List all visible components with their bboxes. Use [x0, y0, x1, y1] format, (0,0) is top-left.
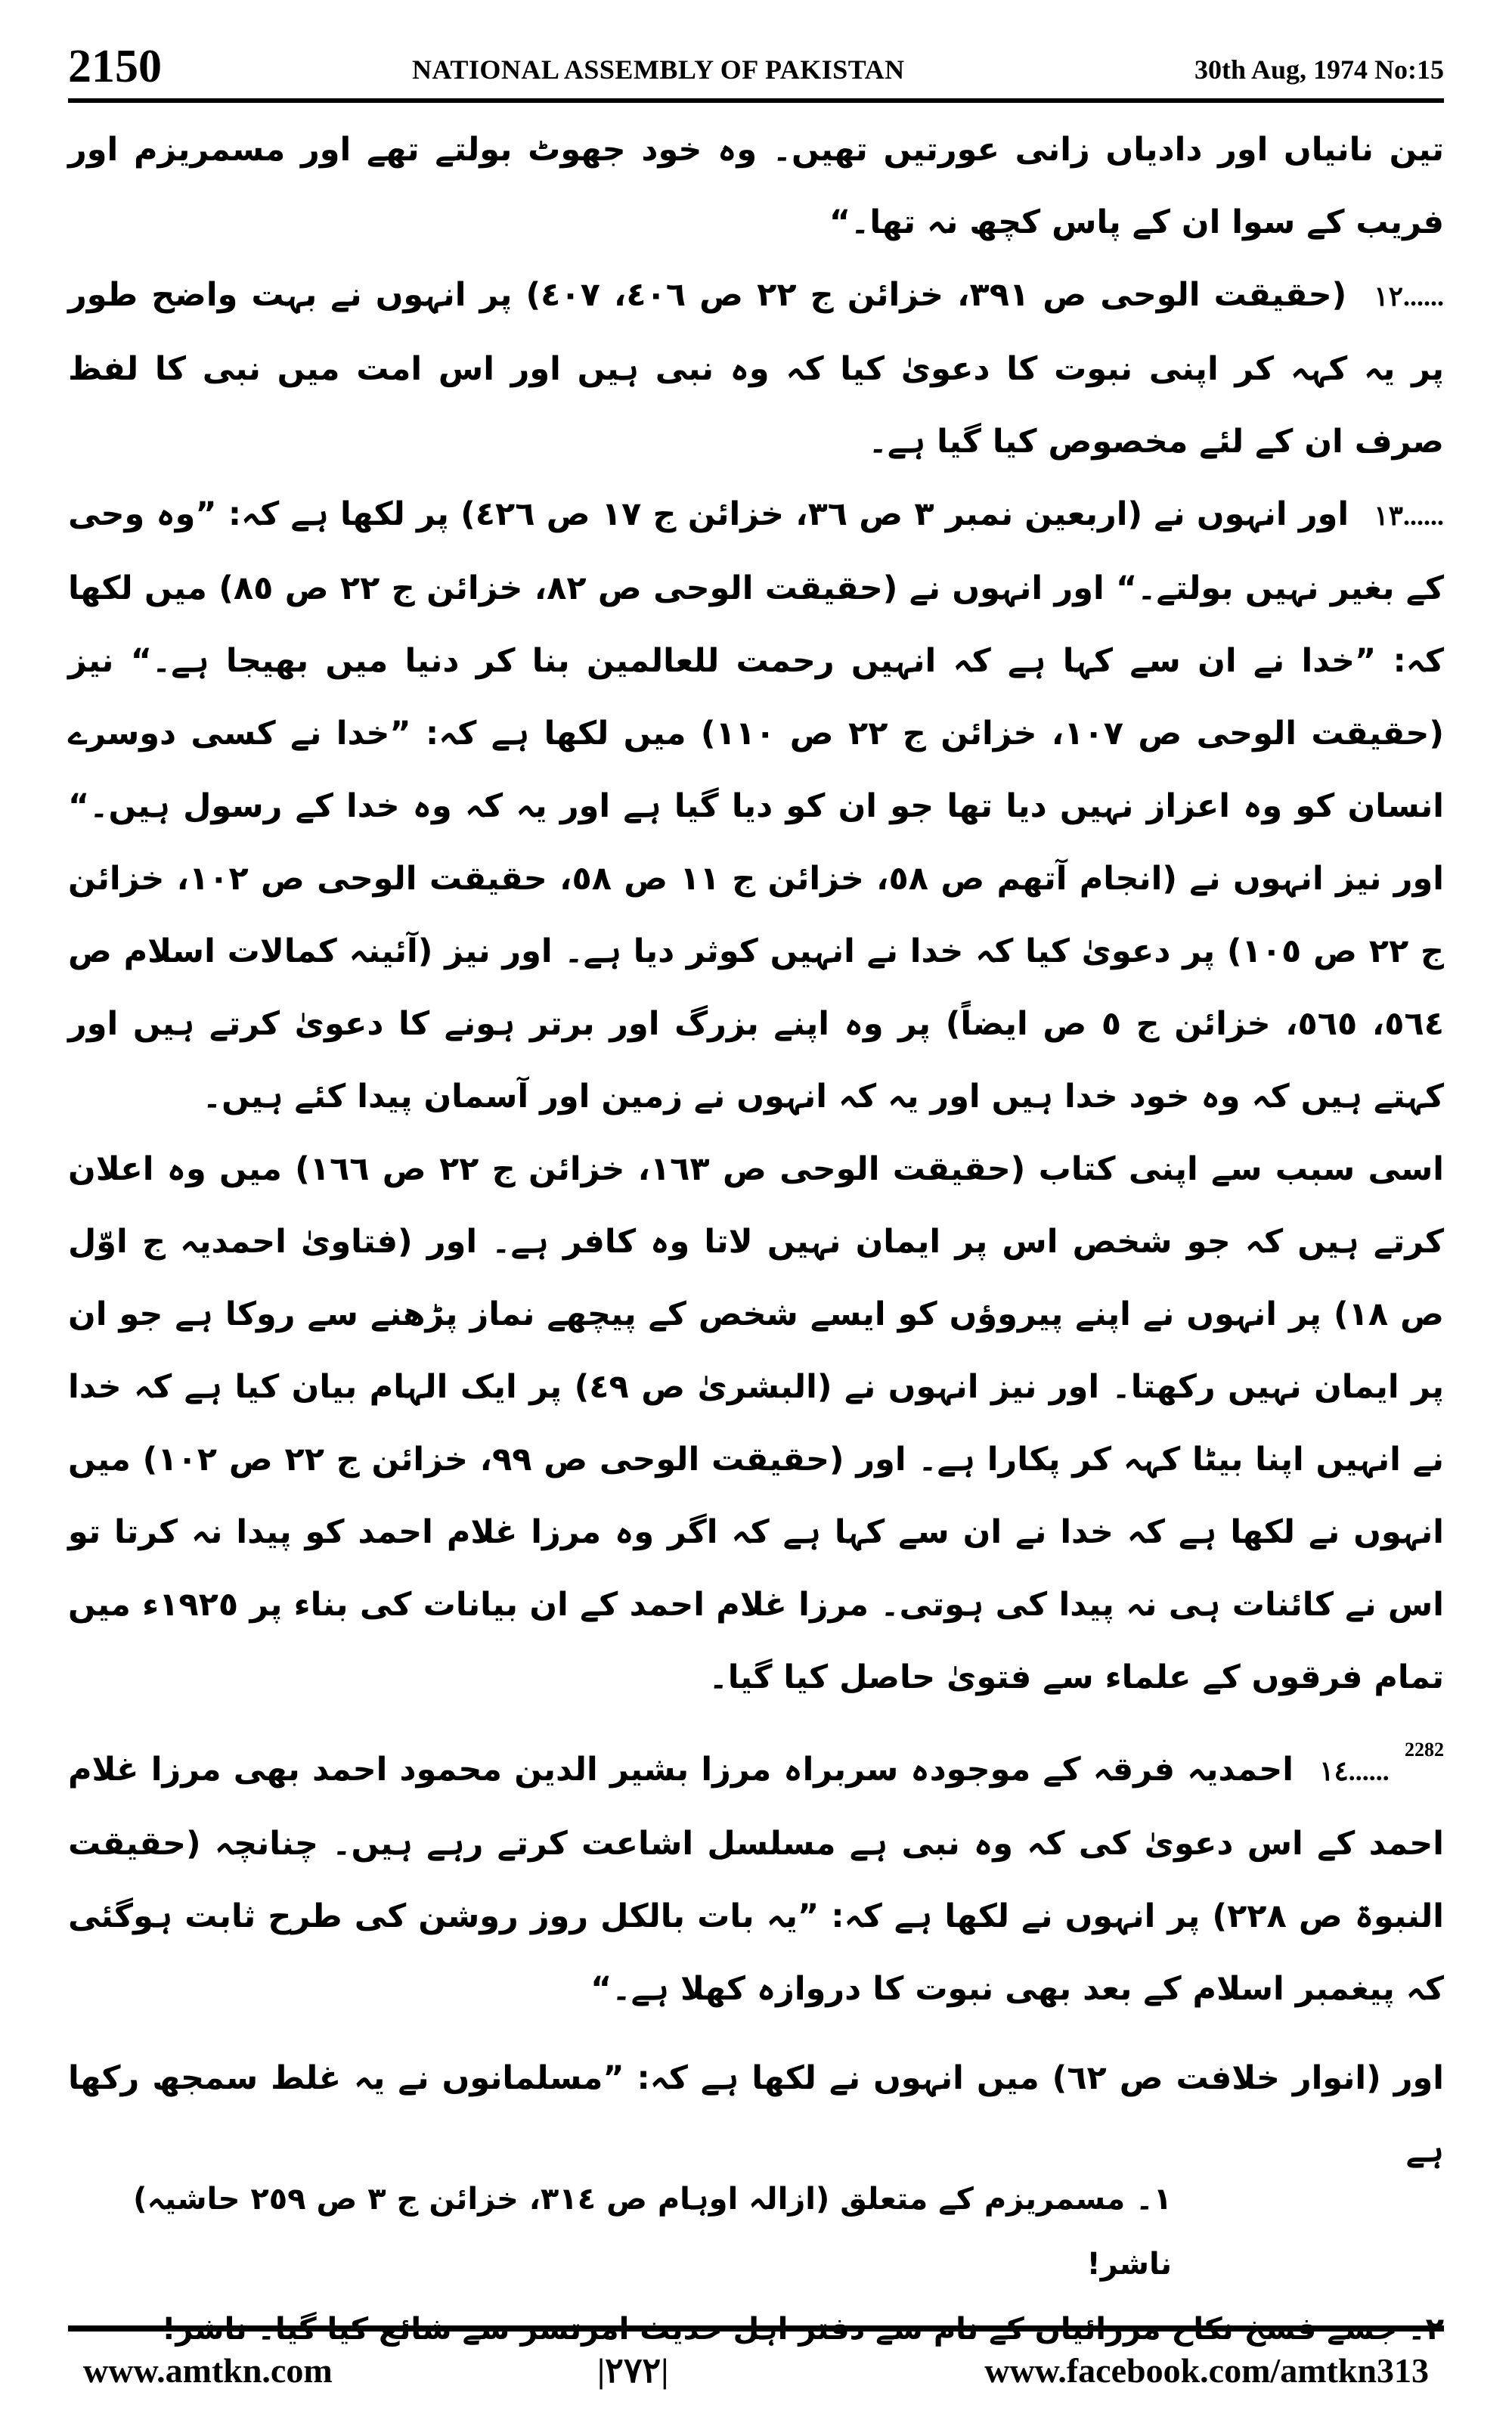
- spacer: [68, 2025, 1444, 2042]
- paragraph-14: [68, 1714, 1444, 2025]
- page-footer: [68, 2341, 1444, 2401]
- website-link[interactable]: www.amtkn.com: [83, 2351, 333, 2390]
- item-marker-14: ١٤......: [1319, 1756, 1390, 1786]
- paragraph-12: [68, 259, 1444, 478]
- page-header: [68, 36, 1444, 97]
- item-marker-13: ١٣......: [1374, 501, 1444, 531]
- paragraph-1: تین نانیاں اور دادیاں زانی عورتیں تھیں۔ وہ خود جھوٹ بولتے تھے اور مسمریزم اور فریب کے سوا ان کے پاس کچھ نہ تھا۔“: [68, 131, 1444, 241]
- paragraph-13-text: اور انہوں نے (اربعین نمبر ٣ ص ٣٦، خزائن ج ١٧ ص ٤٢٦) پر لکھا ہے کہ: ”وہ وحی کے بغیر نہیں بولتے۔“ اور انہوں نے (حقیقت الوحی ص ٨٢، خزائن ج ٢٢ ص ٨٥) میں لکھا کہ: ”خدا نے ان سے کہا ہے کہ انہیں رحمت للعالمین بنا کر دنیا میں بھیجا ہے۔“ نیز (حقیقت الوحی ص ١٠٧، خزائن ج ٢٢ ص ١١٠) میں لکھا ہے کہ: ”خدا نے کسی دوسرے انسان کو وہ اعزاز نہیں دیا تھا جو ان کو دیا گیا ہے اور یہ کہ وہ خدا کے رسول ہیں۔“ اور نیز انہوں نے (انجام آتھم ص ٥٨، خزائن ج ١١ ص ٥٨، حقیقت الوحی ص ١٠٢، خزائن ج ٢٢ ص ١٠٥) پر دعویٰ کیا کہ خدا نے انہیں کوثر دیا ہے۔ اور نیز (آئینہ کمالات اسلام ص ٥٦٤، ٥٦٥، خزائن ج ٥ ص ایضاً) پر وہ اپنے بزرگ اور برتر ہونے کا دعویٰ کرتے ہیں اور کہتے ہیں کہ وہ خود خدا ہیں اور یہ کہ انہوں نے زمین اور آسمان پیدا کئے ہیں۔: [68, 495, 1445, 1115]
- footnote-1: ١۔ مسمریزم کے متعلق (ازالہ اوہام ص ٣١٤، خزائن ج ٣ ص ٢٥٩ حاشیہ) ناشر!: [133, 2182, 1172, 2282]
- source-page-number: |٢٧٢|: [597, 2351, 669, 2390]
- paragraph-14-text: احمدیہ فرقہ کے موجودہ سربراہ مرزا بشیر الدین محمود احمد بھی مرزا غلام احمد کے اس دعویٰ کی کہ وہ نبی ہے مسلسل اشاعت کرتے رہے ہیں۔ چنانچہ (حقیقت النبوۃ ص ٢٢٨) پر انہوں نے لکھا ہے کہ: ”یہ بات بالکل روز روشن کی طرح ثابت ہوگئی کہ پیغمبر اسلام کے بعد بھی نبوت کا دروازہ کھلا ہے۔“: [68, 1751, 1444, 2008]
- reference-number: 2282: [1404, 1739, 1444, 1761]
- paragraph-12-text: (حقیقت الوحی ص ٣٩١، خزائن ج ٢٢ ص ٤٠٦، ٤٠٧) پر انہوں نے بہت واضح طور پر یہ کہہ کر اپنی نبوت کا دعویٰ کیا کہ وہ نبی ہیں اور اس امت میں نبی کا لفظ صرف ان کے لئے مخصوص کیا گیا ہے۔: [68, 276, 1444, 461]
- date-and-issue: 30th Aug, 1974 No:15: [1194, 54, 1444, 85]
- header-rule: [68, 98, 1444, 103]
- paragraph-13: [68, 478, 1444, 1133]
- paragraph-4: اسی سبب سے اپنی کتاب (حقیقت الوحی ص ١٦٣، خزائن ج ٢٢ ص ١٦٦) میں وہ اعلان کرتے ہیں کہ جو شخص اس پر ایمان نہیں لاتا وہ کافر ہے۔ اور (فتاویٰ احمدیہ ج اوّل ص ١٨) پر انہوں نے اپنے پیروؤں کو ایسے شخص کے پیچھے نماز پڑھنے سے روکا ہے جو ان پر ایمان نہیں رکھتا۔ اور نیز انہوں نے (البشریٰ ص ٤٩) پر ایک الہام بیان کیا ہے کہ خدا نے انہیں اپنا بیٹا کہہ کر پکارا ہے۔ اور (حقیقت الوحی ص ٩٩، خزائن ج ٢٢ ص ١٠٢) میں انہوں نے لکھا ہے کہ خدا نے ان سے کہا ہے کہ اگر وہ مرزا غلام احمد کو پیدا نہ کرتا تو اس نے کائنات ہی نہ پیدا کی ہوتی۔ مرزا غلام احمد کے ان بیانات کی بناء پر ١٩٢٥ء میں تمام فرقوں کے علماء سے فتویٰ حاصل کیا گیا۔: [68, 1150, 1444, 1696]
- facebook-link[interactable]: www.facebook.com/amtkn313: [984, 2351, 1429, 2390]
- journal-title: NATIONAL ASSEMBLY OF PAKISTAN: [412, 54, 905, 85]
- footer-rule: [68, 2325, 1444, 2332]
- footnotes: [68, 2167, 1444, 2362]
- page-number: 2150: [68, 41, 162, 92]
- item-marker-12: ١٢......: [1374, 281, 1444, 312]
- body-text: [68, 113, 1444, 2187]
- paragraph-6: اور (انوار خلافت ص ٦٢) میں انہوں نے لکھا ہے کہ: ”مسلمانوں نے یہ غلط سمجھ رکھا ہے: [68, 2059, 1444, 2170]
